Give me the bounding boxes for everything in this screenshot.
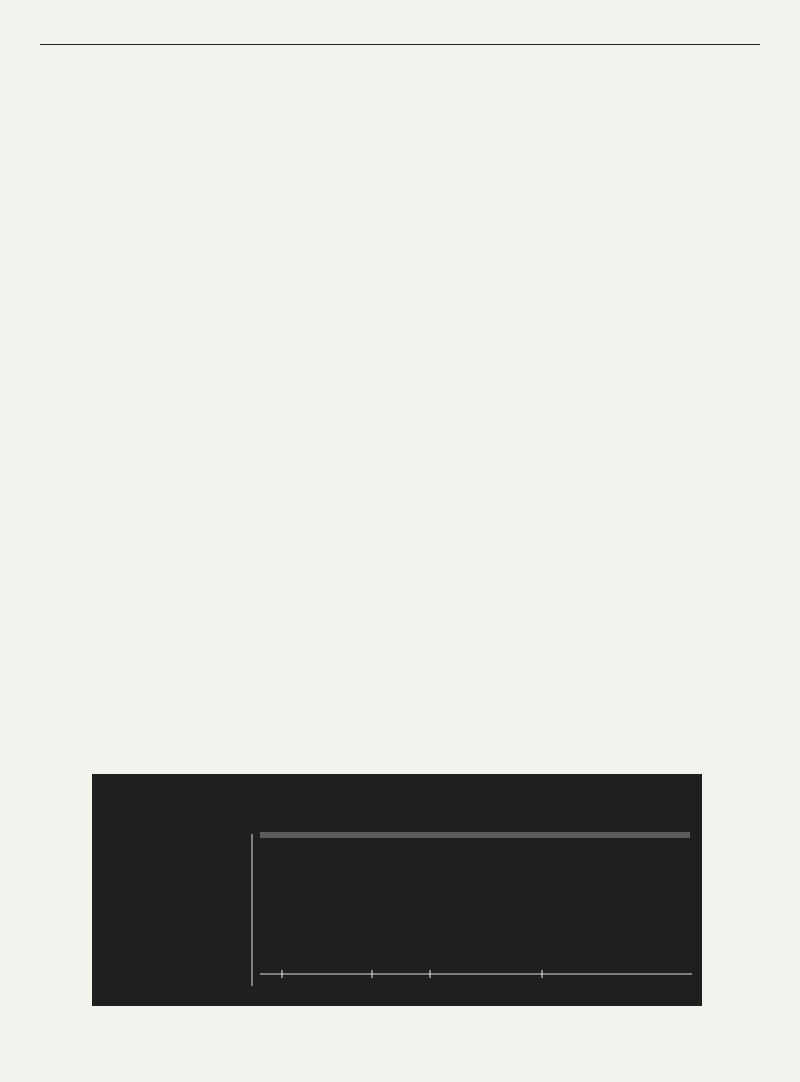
column-1 [58, 50, 278, 770]
column-3 [530, 50, 760, 770]
kymograph-svg [92, 774, 702, 1006]
trachea-band [260, 832, 690, 838]
header-rule [40, 44, 760, 45]
page-header [40, 22, 760, 42]
column-2 [284, 50, 516, 770]
figure-5-tracing [92, 774, 702, 1006]
